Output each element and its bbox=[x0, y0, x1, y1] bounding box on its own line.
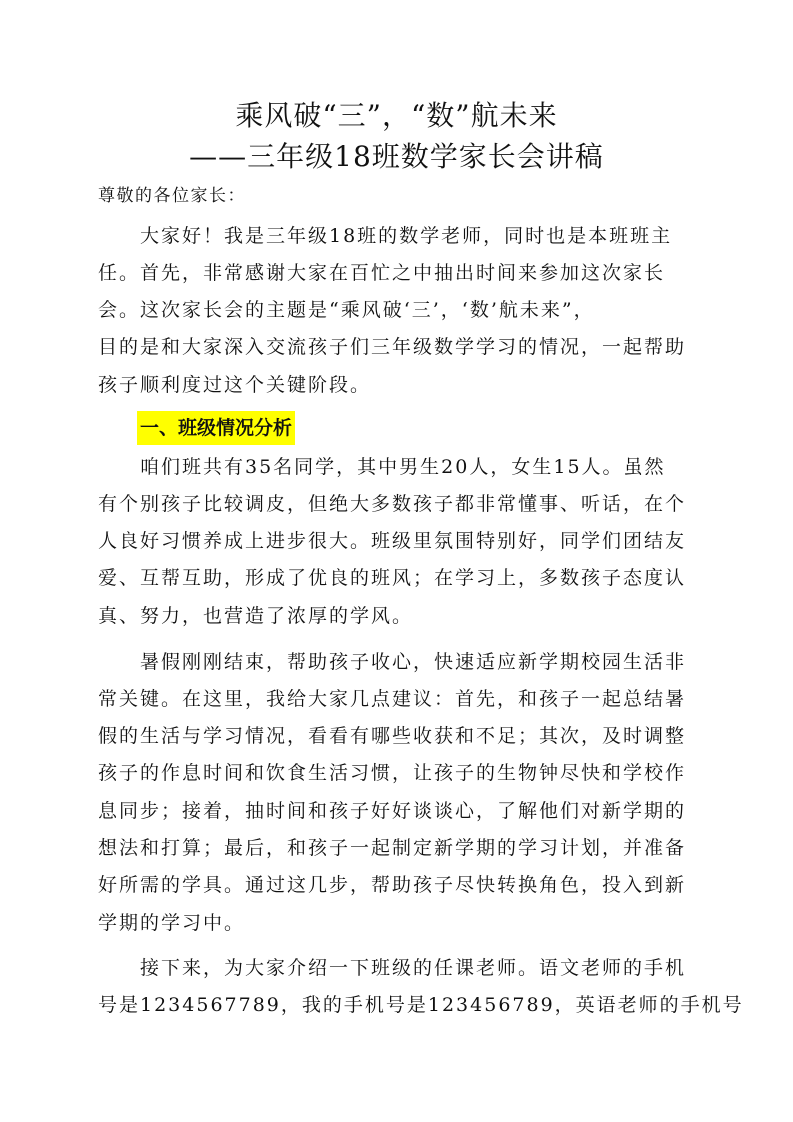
paragraph-line: 任。首先，非常感谢大家在百忙之中抽出时间来参加这次家长 bbox=[98, 262, 666, 284]
paragraph-line: 有个别孩子比较调皮，但绝大多数孩子都非常懂事、听话，在个 bbox=[98, 493, 687, 515]
paragraph-line: 咱们班共有35名同学，其中男生20人，女生15人。虽然 bbox=[140, 456, 666, 478]
section-heading: 一、班级情况分析 bbox=[137, 411, 295, 445]
paragraph-line: 爱、互帮互助，形成了优良的班风；在学习上，多数孩子态度认 bbox=[98, 567, 687, 589]
paragraph-line: 暑假刚刚结束，帮助孩子收心，快速适应新学期校园生活非 bbox=[140, 651, 687, 673]
document-title: 乘风破“三”，“数”航未来 bbox=[235, 99, 558, 132]
paragraph-line: 息同步；接着，抽时间和孩子好好谈谈心，了解他们对新学期的 bbox=[98, 800, 687, 822]
paragraph-line: 常关键。在这里，我给大家几点建议：首先，和孩子一起总结暑 bbox=[98, 688, 687, 710]
paragraph-line: 孩子的作息时间和饮食生活习惯，让孩子的生物钟尽快和学校作 bbox=[98, 762, 687, 784]
paragraph-line: 接下来，为大家介绍一下班级的任课老师。语文老师的手机 bbox=[140, 957, 687, 979]
paragraph-line: 好所需的学具。通过这几步，帮助孩子尽快转换角色，投入到新 bbox=[98, 874, 687, 896]
salutation: 尊敬的各位家长： bbox=[98, 186, 246, 206]
paragraph-line: 目的是和大家深入交流孩子们三年级数学学习的情况，一起帮助 bbox=[98, 336, 687, 358]
paragraph-line: 孩子顺利度过这个关键阶段。 bbox=[98, 374, 372, 396]
paragraph-line: 想法和打算；最后，和孩子一起制定新学期的学习计划，并准备 bbox=[98, 837, 687, 859]
paragraph-line: 学期的学习中。 bbox=[98, 912, 246, 934]
paragraph-line: 真、努力，也营造了浓厚的学风。 bbox=[98, 605, 414, 627]
paragraph-line: 人良好习惯养成上进步很大。班级里氛围特别好，同学们团结友 bbox=[98, 530, 687, 552]
paragraph-line: 大家好！我是三年级18班的数学老师，同时也是本班班主 bbox=[140, 225, 673, 247]
paragraph-line: 假的生活与学习情况，看看有哪些收获和不足；其次，及时调整 bbox=[98, 725, 687, 747]
document-subtitle: ——三年级18班数学家长会讲稿 bbox=[189, 140, 604, 173]
paragraph-line: 会。这次家长会的主题是“乘风破‘三’，‘数’航未来”， bbox=[98, 299, 595, 321]
paragraph-line: 号是1234567789，我的手机号是123456789，英语老师的手机号 bbox=[98, 994, 744, 1016]
